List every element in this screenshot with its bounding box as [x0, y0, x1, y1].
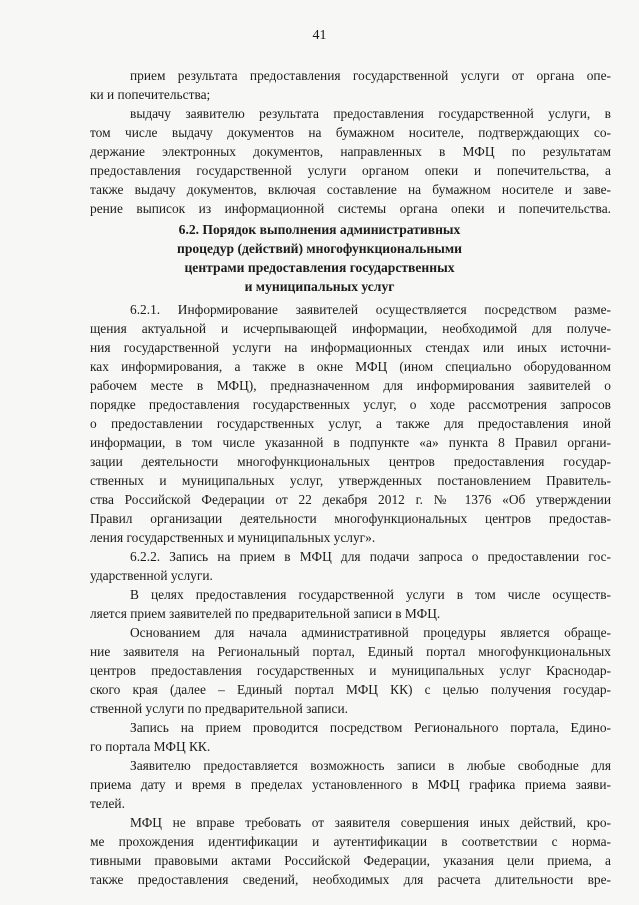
text-line: ского края (далее – Единый портал МФЦ КК) с целью получения государ-: [90, 682, 611, 697]
text-line: телей.: [90, 796, 125, 811]
text-line: также выдачу документов, включая составление на бумажном носителе и заве-: [90, 182, 611, 197]
text-line: также предоставления сведений, необходимых для расчета длительности вре-: [90, 872, 611, 887]
text-line: держание электронных документов, направленных в МФЦ по результатам: [90, 144, 611, 159]
text-line: ления государственных и муниципальных услуг».: [90, 530, 376, 545]
text-line: Правил организации деятельности многофункциональных центров предостав-: [90, 511, 611, 526]
heading-line: 6.2. Порядок выполнения административных: [178, 222, 461, 237]
text-line: тивными правовыми актами Российской Федерации, указания цели приема, а: [90, 853, 611, 868]
text-line: рение выписок из информационной системы органа опеки и попечительства.: [90, 201, 611, 216]
text-line: ства Российской Федерации от 22 декабря 2012 г. № 1376 «Об утверждении: [90, 492, 611, 507]
text-line: ственных и муниципальных услуг, утвержденных постановлением Правитель-: [90, 473, 611, 488]
text-line: МФЦ не вправе требовать от заявителя совершения иных действий, кро-: [130, 815, 611, 830]
text-line: выдачу заявителю результата предоставления государственной услуги, в: [130, 106, 611, 121]
text-line: ние заявителя на Региональный портал, Единый портал многофункциональных: [90, 644, 611, 659]
text-line: щения актуальной и исчерпывающей информации, необходимой для получе-: [90, 321, 611, 336]
text-line: В целях предоставления государственной услуги в том числе осуществ-: [130, 587, 611, 602]
text-line: Запись на прием проводится посредством Регионального портала, Едино-: [130, 720, 611, 735]
text-line: прием результата предоставления государственной услуги от органа опе-: [130, 68, 611, 83]
section-body: [90, 300, 611, 889]
text-line: ния государственной услуги на информационных стендах или иных источни-: [90, 340, 611, 355]
text-line: ках информирования, а также в окне МФЦ (ином специально оборудованном: [90, 359, 611, 374]
text-line: зации деятельности многофункциональных центров предоставления государ-: [90, 454, 611, 469]
text-line: предоставления государственной услуги органом опеки и попечительства, а: [90, 163, 611, 178]
intro-text: [90, 66, 611, 218]
section-heading: [0, 220, 639, 296]
text-line: центров предоставления государственных и муниципальных услуг Краснодар-: [90, 663, 611, 678]
text-line: том числе выдачу документов на бумажном носителе, подтверждающих со-: [90, 125, 611, 140]
text-line: 6.2.2. Запись на прием в МФЦ для подачи запроса о предоставлении гос-: [130, 549, 611, 564]
text-line: приема дату и время в пределах установленного в МФЦ графика приема заяви-: [90, 777, 611, 792]
text-line: 6.2.1. Информирование заявителей осуществляется посредством разме-: [130, 302, 611, 317]
text-line: го портала МФЦ КК.: [90, 739, 211, 754]
text-line: Основанием для начала административной процедуры является обраще-: [130, 625, 611, 640]
page-number: 41: [312, 28, 327, 43]
text-line: о предоставлении государственных услуг, а также для предоставления иной: [90, 416, 611, 431]
text-line: рабочем месте в МФЦ), предназначенном для информирования заявителей о: [90, 378, 611, 393]
text-line: порядке предоставления государственных услуг, о ходе рассмотрения запросов: [90, 397, 611, 412]
text-line: ударственной услуги.: [90, 568, 213, 583]
heading-line: центрами предоставления государственных: [184, 260, 455, 275]
text-line: ственной услуги по предварительной записи.: [90, 701, 348, 716]
heading-line: и муниципальных услуг: [244, 279, 395, 294]
text-line: ки и попечительства;: [90, 87, 211, 102]
heading-line: процедур (действий) многофункциональными: [176, 241, 463, 256]
text-line: информации, в том числе указанной в подпункте «а» пункта 8 Правил органи-: [90, 435, 611, 450]
text-line: ме прохождения идентификации и аутентификации в соответствии с норма-: [90, 834, 611, 849]
text-line: ляется прием заявителей по предварительной записи в МФЦ.: [90, 606, 441, 621]
text-line: Заявителю предоставляется возможность записи в любые свободные для: [130, 758, 611, 773]
